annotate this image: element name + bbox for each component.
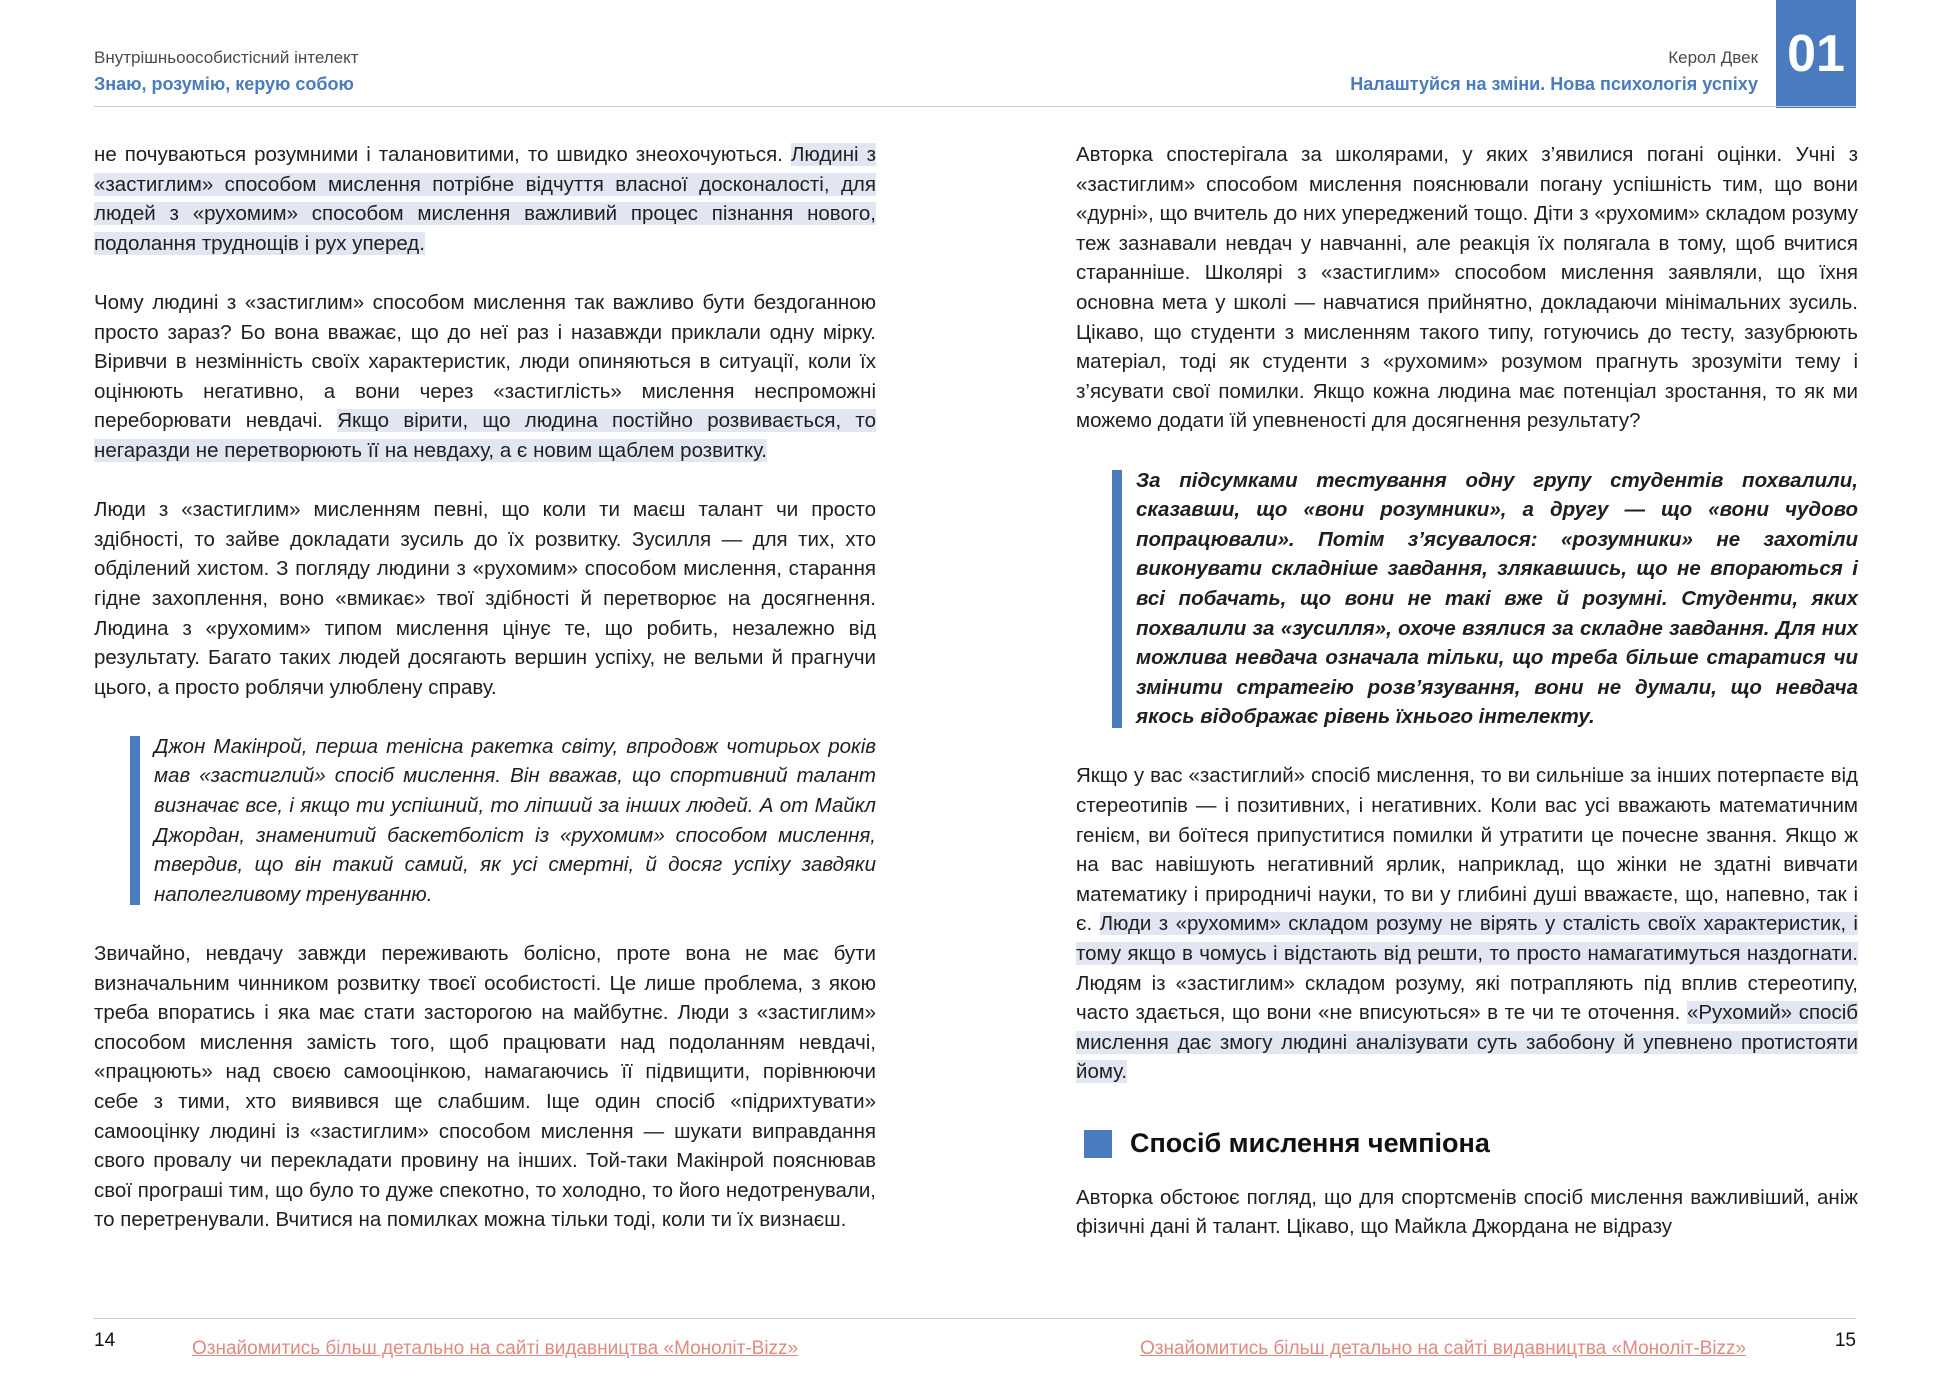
page-number-right: 15	[1834, 1330, 1856, 1351]
section-heading-text: Спосіб мислення чемпіона	[1130, 1128, 1490, 1158]
highlighted-text: «Рухомий» спосіб мислення дає змогу людині аналізувати суть забобону й упевнено протистояти йому.	[1076, 1001, 1858, 1084]
pull-quote	[1112, 466, 1858, 732]
footer-divider	[94, 1318, 1856, 1319]
book-title: Налаштуйся на зміни. Нова психологія успіху	[1350, 74, 1758, 94]
paragraph: не почуваються розумними і талановитими, то швидко знеохочуються. Людині з «застиглим» способом мислення потрібне відчуття власної досконалості, для людей з «рухомим» способом мислення важливий процес пізнання нового, подолання труднощів і рух уперед.	[94, 143, 876, 255]
highlighted-text: Люди з «рухомим» складом розуму не вірять у сталість своїх характеристик, і тому якщо в чомусь і відстають від решти, то просто намагатимуться наздогнати.	[1076, 912, 1858, 966]
paragraph: Чому людині з «застиглим» способом мислення так важливо бути бездоганною просто зараз? Бо вона вважає, що до неї раз і назавжди приклали одну мірку. Віривчи в незмінність своїх характеристик, люди опиняються в ситуації, коли їх оцінюють негативно, а вони через «застиглість» мислення неспроможні переборювати невдачі. Якщо вірити, що людина постійно розвивається, то негаразди не перетворюють її на невдаху, а є новим щаблем розвитку.	[94, 290, 876, 462]
quote-bar	[1112, 470, 1122, 728]
publisher-link-right[interactable]: Ознайомитись більш детально на сайті видавництва «Моноліт-Bizz»	[1140, 1338, 1747, 1359]
quote-bar	[130, 736, 140, 906]
paragraph: Авторка спостерігала за школярами, у яких з’явилися погані оцінки. Учні з «застиглим» способом мислення пояснювали погану успішність тим, що вони «дурні», що вчитель до них упереджений тощо. Діти з «рухомим» складом розуму теж зазнавали невдач у навчанні, але реакція їх полягала в тому, щоб вчитися старанніше. Школярі з «застиглим» способом мислення заявляли, що їхня основна мета у школі — навчатися прийнятно, докладаючи мінімальних зусиль. Цікаво, що студенти з мисленням такого типу, готуючись до тесту, зазубрюють матеріал, тоді як студенти з «рухомим» розумом прагнуть зрозуміти тему і з’ясувати свої помилки. Якщо кожна людина має потенціал зростання, то як ми можемо додати їй упевненості для досягнення результату?	[1076, 143, 1858, 433]
book-section-title: Внутрішньоособистісний інтелект	[94, 48, 359, 67]
highlighted-text: Якщо вірити, що людина постійно розвивається, то негаразди не перетворюють її на невдаху, а є новим щаблем розвитку.	[94, 409, 876, 462]
left-page-column	[94, 140, 876, 1265]
quote-text: Джон Макінрой, перша тенісна ракетка світу, впродовж чотирьох років мав «застиглий» спосіб мислення. Він вважав, що спортивний талант визначає все, і якщо ти успішний, то ліпший за інших людей. А от Майкл Джордан, знаменитий баскетболіст із «рухомим» способом мислення, твердив, що він такий самий, як усі смертні, й досяг успіху завдяки наполегливому тренуванню.	[154, 734, 876, 906]
heading-square-icon	[1084, 1130, 1112, 1158]
running-header-left	[94, 46, 359, 98]
header-divider	[94, 106, 1856, 107]
quote-text: За підсумками тестування одну групу студентів похвалили, сказавши, що «вони розумники», а другу — що «вони чудово попрацювали». Потім з’ясувалося: «розумники» не захотіли виконувати складніше завдання, злякавшись, що не впораються і всі побачать, що вони не такі вже й розумні. Студенти, яких похвалили за «зусилля», охоче взялися за складне завдання. Для них можлива невдача означала тільки, що треба більше старатися чи змінити стратегію розв’язування, вони не думали, що невдача якось відображає рівень їхнього інтелекту.	[1136, 468, 1858, 729]
page-number-left: 14	[94, 1330, 116, 1351]
paragraph: Якщо у вас «застиглий» спосіб мислення, то ви сильніше за інших потерпаєте від стереотипів — і позитивних, і негативних. Коли вас усі вважають математичним генієм, ви боїтеся припуститися помилки й утратити це почесне звання. Якщо ж на вас навішують негативний ярлик, наприклад, що жінки не здатні вивчати математику і природничі науки, то ви у глибині душі вважаєте, що, напевно, так і є. Люди з «рухомим» складом розуму не вірять у сталість своїх характеристик, і тому якщо в чомусь і відстають від решти, то просто намагатимуться наздогнати. Людям із «застиглим» складом розуму, які потрапляють під вплив стереотипу, часто здається, що вони «не вписуються» в те чи те оточення. «Рухомий» спосіб мислення дає змогу людині аналізувати суть забобону й упевнено протистояти йому.	[1076, 764, 1858, 1084]
book-author: Керол Двек	[1668, 48, 1758, 67]
right-page-column	[1076, 140, 1858, 1271]
running-header-right	[1350, 46, 1758, 98]
publisher-link-left[interactable]: Ознайомитись більш детально на сайті видавництва «Моноліт-Bizz»	[192, 1338, 799, 1359]
paragraph: Люди з «застиглим» мисленням певні, що коли ти маєш талант чи просто здібності, то зайве докладати зусиль до їх розвитку. Зусилля — для тих, хто обділений хистом. З погляду людини з «рухомим» способом мислення, старання гідне захоплення, воно «вмикає» твої здібності й перетворює на досягнення. Людина з «рухомим» типом мислення цінує те, що робить, незалежно від результату. Багато таких людей досягають вершин успіху, не вельми й прагнучи цього, а просто роблячи улюблену справу.	[94, 498, 876, 699]
book-subtitle-left: Знаю, розумію, керую собою	[94, 74, 354, 94]
pull-quote	[130, 732, 876, 910]
section-heading	[1084, 1129, 1858, 1159]
paragraph: Авторка обстоює погляд, що для спортсменів спосіб мислення важливіший, аніж фізичні дані й талант. Цікаво, що Майкла Джордана не відразу	[1076, 1185, 1858, 1239]
highlighted-text: Людині з «застиглим» способом мислення потрібне відчуття власної досконалості, для людей з «рухомим» способом мислення важливий процес пізнання нового, подолання труднощів і рух уперед.	[94, 143, 876, 255]
paragraph: Звичайно, невдачу завжди переживають болісно, проте вона не має бути визначальним чинником розвитку твоєї особистості. Це лише проблема, з якою треба впоратись і яка має стати засторогою на майбутнє. Люди з «застиглим» способом мислення замість того, щоб працювати над подоланням невдачі, «працюють» над своєю самооцінкою, намагаючись її підвищити, порівнюючи себе з тими, хто виявився ще слабшим. Іще один спосіб «підрихтувати» самооцінку людині із «застиглим» способом мислення — шукати виправдання свого провалу чи перекладати провину на інших. Той-таки Макінрой пояснював свої програші тим, що було то дуже спекотно, то холодно, то його недотренували, то перетренували. Вчитися на помилках можна тільки тоді, коли ти їх визнаєш.	[94, 942, 876, 1232]
chapter-badge: 01	[1776, 0, 1856, 108]
